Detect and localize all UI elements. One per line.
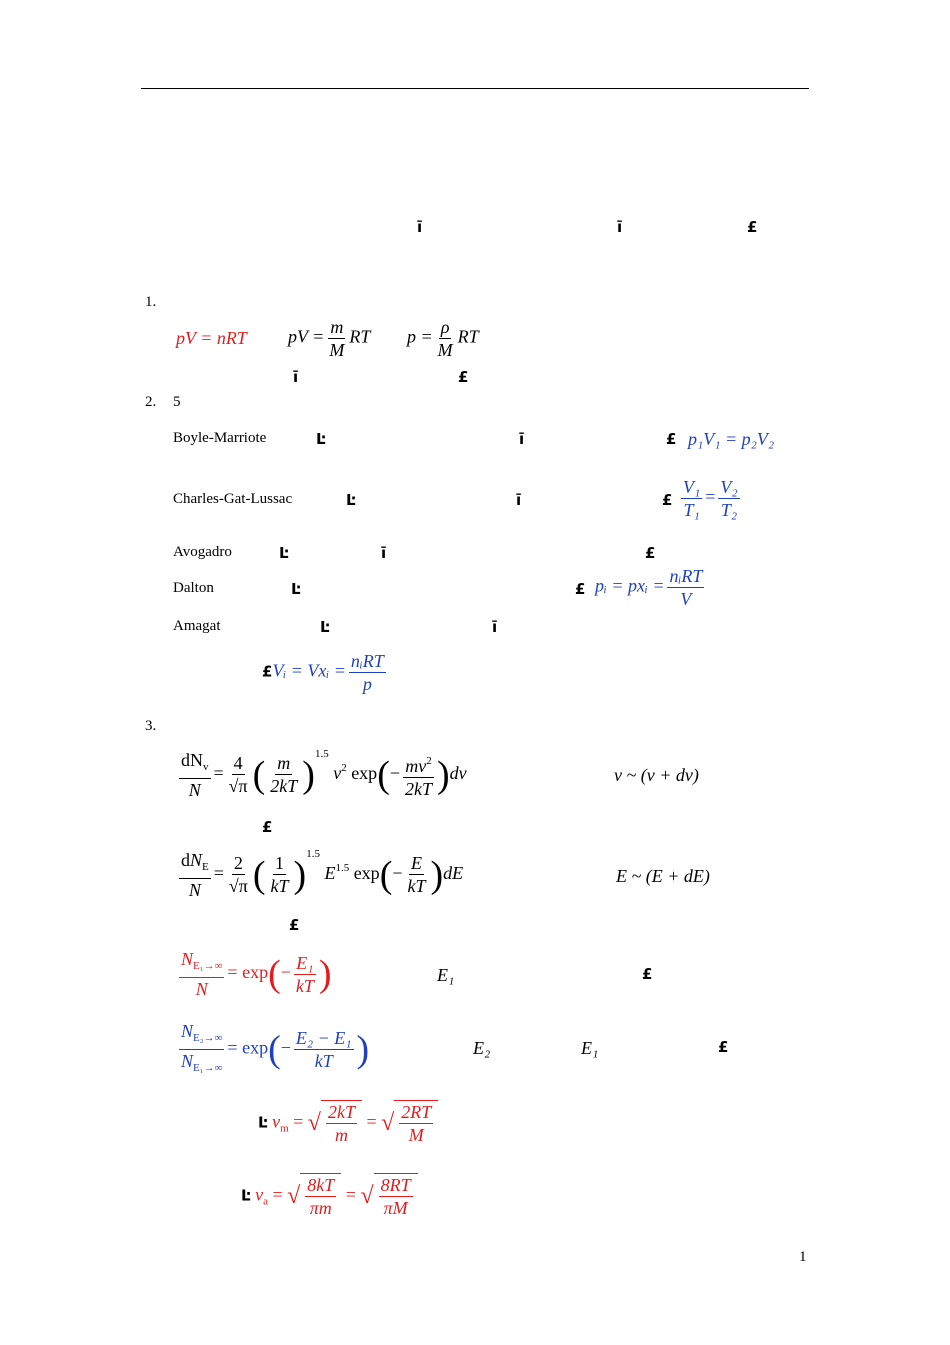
mean-speed: Ŀ $v_a$ = √ $\frac{8kT}{\pi m}$ = √ $\frac{8RT}{\pi M}$	[241, 1173, 418, 1219]
maxwell-velocity-distribution: $\frac{dN_v}{N}$ = $\frac{4}{√\pi}$ ( $\frac{m}{2kT}$ )$^{1.5}$ $v^2$ exp(− $\frac{mv^2}{2kT}$ )dv	[181, 748, 467, 800]
glyph: Ŀ	[291, 580, 301, 598]
glyph: £	[642, 965, 653, 983]
most-probable-speed: Ŀ $v_m$ = √ $\frac{2kT}{m}$ = √ $\frac{2RT}{M}$	[258, 1100, 438, 1146]
law-name-dalton: Dalton	[173, 580, 214, 596]
heading-glyph: ī	[417, 218, 423, 236]
page-number: 1	[799, 1249, 807, 1265]
glyph: Ŀ	[320, 618, 330, 636]
glyph: ī	[293, 368, 299, 386]
section-number: 1.	[145, 294, 157, 310]
glyph: £	[575, 580, 586, 598]
glyph: £	[645, 544, 656, 562]
law-name-avogadro: Avogadro	[173, 544, 232, 560]
glyph: ī	[492, 618, 498, 636]
law-name-amagat: Amagat	[173, 618, 221, 634]
glyph: £	[666, 430, 677, 448]
glyph: Ŀ	[279, 544, 289, 562]
velocity-range: v ~ (v + dv)	[614, 765, 699, 785]
section-number: 3.	[145, 718, 157, 734]
ideal-gas-mass-form: pV = $\frac{m}{M}$ RT	[288, 317, 371, 360]
glyph: ī	[381, 544, 387, 562]
glyph: Ŀ	[316, 430, 326, 448]
energy-label-e1: E₁	[581, 1038, 599, 1058]
law-count: 5	[173, 394, 181, 410]
charles-equation: $\frac{\text{V₁}}{\text{T₁}}$ = $\frac{\text{V₂}}{\text{T₂}}$	[683, 477, 738, 520]
section-number: 2.	[145, 394, 157, 410]
energy-range: E ~ (E + dE)	[616, 866, 710, 886]
glyph: £	[718, 1038, 729, 1056]
glyph: £	[262, 818, 273, 836]
ideal-gas-equation: pV = nRT	[176, 328, 247, 348]
amagat-equation: £Vᵢ = Vxᵢ = $\frac{\text{nᵢRT}}{p}$	[262, 651, 384, 694]
energy-label-e1: E₁	[437, 965, 455, 985]
energy-label-e2: E₂	[473, 1038, 491, 1058]
glyph: ī	[519, 430, 525, 448]
heading-glyph: £	[747, 218, 758, 236]
heading-glyph: ī	[617, 218, 623, 236]
boltzmann-ratio-e2-e1: $\frac{N_{E_2\to\infty}}{N_{E_1\to\infty}}$ = exp(− $\frac{\text{E₂ − E₁}}{kT}$ )	[181, 1021, 370, 1074]
glyph: ī	[516, 491, 522, 509]
boyle-equation: p₁V₁ = p₂V₂	[688, 429, 775, 449]
glyph: £	[662, 491, 673, 509]
glyph: £	[458, 368, 469, 386]
law-name-boyle: Boyle-Marriote	[173, 430, 267, 446]
header-rule	[141, 88, 809, 89]
law-name-charles: Charles-Gat-Lussac	[173, 491, 293, 507]
glyph: Ŀ	[346, 491, 356, 509]
dalton-equation: pᵢ = pxᵢ = $\frac{\text{nᵢRT}}{V}$	[595, 566, 703, 609]
ideal-gas-density-form: p = $\frac{\rho}{M}$ RT	[407, 317, 479, 360]
maxwell-energy-distribution: $\frac{dN_E}{N}$ = $\frac{2}{√\pi}$ ( $\frac{1}{kT}$ )$^{1.5}$ $E^{1.5}$ exp(− $\frac{E}{kT}$ )dE	[181, 848, 464, 900]
glyph: £	[289, 916, 300, 934]
boltzmann-fraction-e1: $\frac{N_{E_1\to\infty}}{N}$ = exp(− $\frac{\text{E₁}}{kT}$ )	[181, 949, 332, 999]
